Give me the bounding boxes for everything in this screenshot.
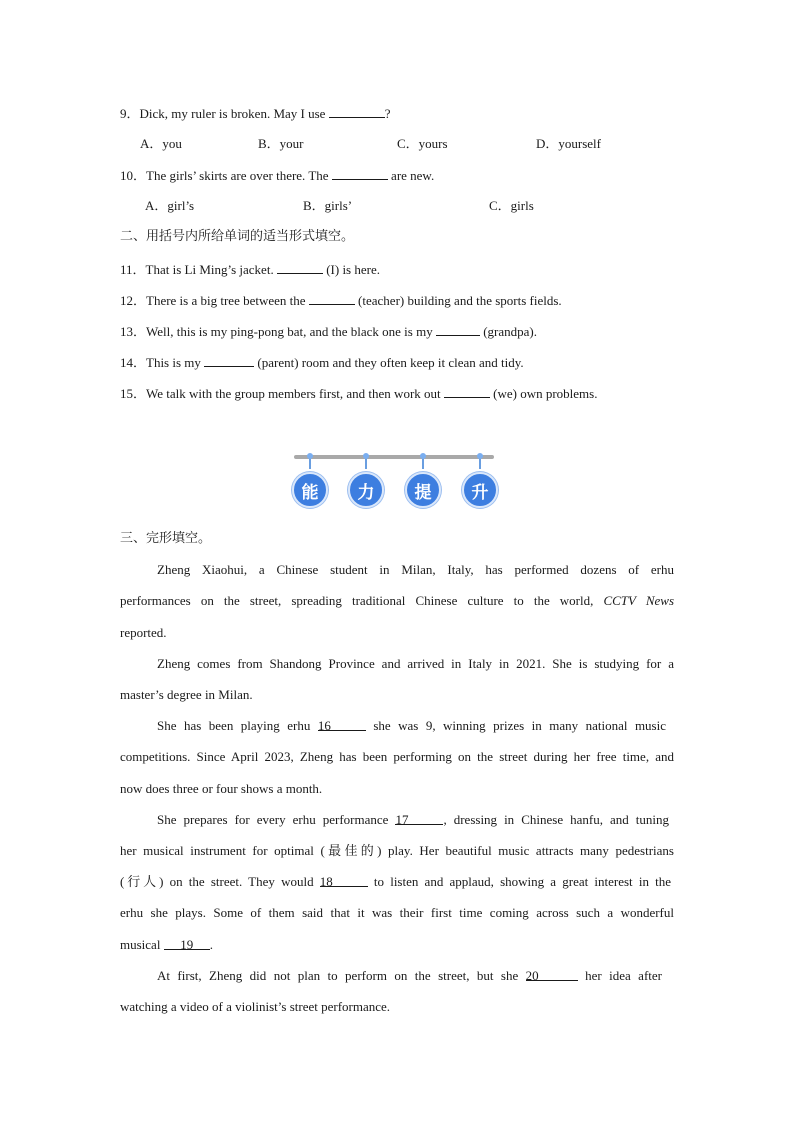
passage-p2-line2: master’s degree in Milan. bbox=[120, 687, 253, 702]
q10-option-a[interactable]: A．girl’s bbox=[145, 198, 195, 213]
section-2-heading: 二、用括号内所给单词的适当形式填空。 bbox=[120, 229, 355, 244]
answer-blank[interactable] bbox=[277, 261, 323, 274]
passage-p3-line2: competitions. Since April 2023, Zheng has been performing on the street during her free time, and bbox=[120, 749, 674, 764]
answer-blank[interactable] bbox=[309, 292, 355, 305]
question-10-stem: 10．The girls’ skirts are over there. The are new. bbox=[120, 168, 435, 183]
question-14: 14．This is my (parent) room and they often keep it clean and tidy. bbox=[120, 355, 524, 370]
answer-blank[interactable] bbox=[329, 105, 385, 118]
q9-option-a[interactable]: A．you bbox=[140, 136, 182, 151]
question-12: 12．There is a big tree between the (teacher) building and the sports fields. bbox=[120, 293, 562, 308]
passage-p2-line1: Zheng comes from Shandong Province and arrived in Italy in 2021. She is studying for a bbox=[157, 656, 674, 671]
passage-p4-line3: (行人) on the street. They would 18 to listen and applaud, showing a great interest in the bbox=[120, 874, 672, 889]
passage-p1-line2: performances on the street, spreading traditional Chinese culture to the world, CCTV News bbox=[120, 593, 675, 608]
q9-option-c[interactable]: C．yours bbox=[397, 136, 448, 151]
question-9-stem: 9．Dick, my ruler is broken. May I use ? bbox=[120, 106, 391, 121]
banner-pin bbox=[365, 455, 367, 469]
question-15: 15．We talk with the group members first, and then work out (we) own problems. bbox=[120, 386, 598, 401]
cloze-blank-17[interactable]: 17 bbox=[395, 812, 443, 825]
question-11: 11．That is Li Ming’s jacket. (I) is here. bbox=[120, 262, 380, 277]
banner-bar bbox=[294, 455, 494, 459]
banner-pin bbox=[309, 455, 311, 469]
cloze-blank-18[interactable]: 18 bbox=[320, 874, 368, 887]
banner-char-4: 升 bbox=[462, 472, 498, 508]
answer-blank[interactable] bbox=[332, 167, 388, 180]
banner-pin bbox=[422, 455, 424, 469]
ability-banner bbox=[290, 449, 500, 511]
q9-option-d[interactable]: D．yourself bbox=[536, 136, 601, 151]
passage-p5-line2: watching a video of a violinist’s street performance. bbox=[120, 999, 391, 1014]
question-13: 13．Well, this is my ping-pong bat, and the black one is my (grandpa). bbox=[120, 324, 537, 339]
cloze-blank-16[interactable]: 16 bbox=[318, 718, 366, 731]
passage-p4-line1: She prepares for every erhu performance 17 , dressing in Chinese hanfu, and tuning bbox=[157, 812, 669, 827]
passage-p4-line5: musical 19 . bbox=[120, 937, 213, 952]
q10-option-c[interactable]: C．girls bbox=[489, 198, 534, 213]
passage-p1-line3: reported. bbox=[120, 625, 167, 640]
passage-p4-line2: her musical instrument for optimal (最佳的) play. Her beautiful music attracts many pedestrians bbox=[120, 843, 674, 858]
passage-p3-line3: now does three or four shows a month. bbox=[120, 781, 323, 796]
banner-char-1: 能 bbox=[292, 472, 328, 508]
passage-p4-line4: erhu she plays. Some of them said that it was their first time coming across such a wonderful bbox=[120, 905, 674, 920]
cloze-blank-19[interactable]: 19 bbox=[164, 937, 210, 950]
passage-p1-line1: Zheng Xiaohui, a Chinese student in Milan, Italy, has performed dozens of erhu bbox=[157, 562, 674, 577]
q10-option-b[interactable]: B．girls’ bbox=[303, 198, 353, 213]
banner-char-3: 提 bbox=[405, 472, 441, 508]
passage-p3-line1: She has been playing erhu 16 she was 9, winning prizes in many national music bbox=[157, 718, 666, 733]
answer-blank[interactable] bbox=[436, 323, 480, 336]
section-3-heading: 三、完形填空。 bbox=[120, 531, 212, 546]
cloze-blank-20[interactable]: 20 bbox=[526, 968, 578, 981]
banner-char-2: 力 bbox=[348, 472, 384, 508]
passage-p5-line1: At first, Zheng did not plan to perform on the street, but she 20 her idea after bbox=[157, 968, 662, 983]
answer-blank[interactable] bbox=[444, 385, 490, 398]
answer-blank[interactable] bbox=[204, 354, 254, 367]
banner-pin bbox=[479, 455, 481, 469]
q9-option-b[interactable]: B．your bbox=[258, 136, 304, 151]
